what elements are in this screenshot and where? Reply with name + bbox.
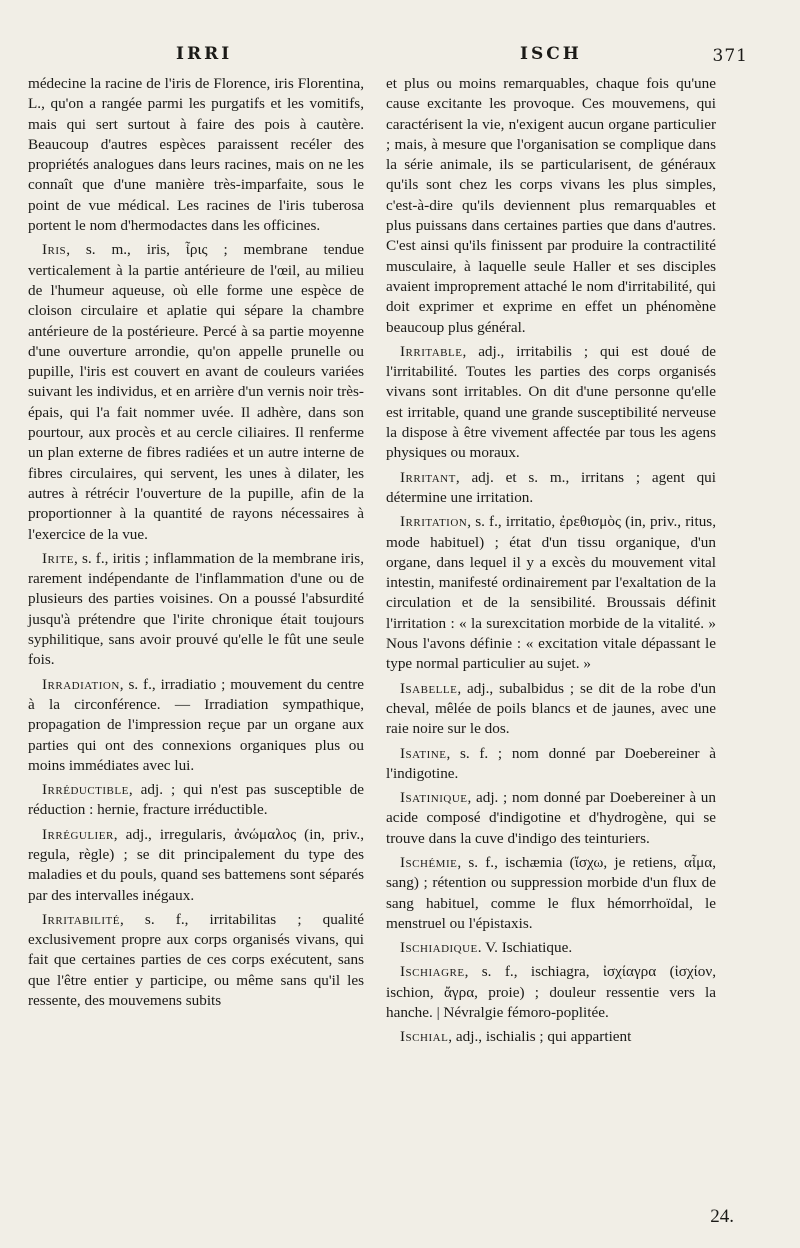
entry-text: , adj. et s. m., irritans ; agent qui détermine une irritation. bbox=[386, 468, 716, 506]
entry-continuation: et plus ou moins remarquables, chaque fois qu'une cause excitante les provoque. Ces mouvemens, qui caractérisent la vie, n'exigent aucun organe particulier ; mais, à mesure que l'organisation se complique dans la série animale, ils se particularisent, de généraux qu'ils sont chez les corps vivans les plus simples, c'est-à-dire qu'ils deviennent plus remarquables et plus puissans dans certaines parties que dans d'autres. C'est ainsi qu'ils finissent par produire la contractilité musculaire, à laquelle seule Haller et ses disciples avaient improprement attaché le nom d'irritabilité, qui doit exprimer et exprime en effet un phénomène beaucoup plus général. bbox=[386, 75, 716, 336]
entry-text: , adj. ; qui n'est pas susceptible de réduction : hernie, fracture irréductible. bbox=[28, 781, 364, 819]
entry-isabelle bbox=[386, 679, 716, 740]
entry-text: . V. Ischiatique. bbox=[477, 939, 573, 957]
headword: Isabelle bbox=[400, 679, 458, 697]
entry-text: , s. f., irradiatio ; mouvement du centre à la circonférence. — Irradiation sympathique, propagation de l'impression reçue par un organe aux parties qui ont des connexions organiques plus ou moins immédiates avec lui. bbox=[28, 675, 364, 774]
entry-isatinique bbox=[386, 788, 716, 849]
entry-text: , s. f., irritabilitas ; qualité exclusivement propre aux corps organisés vivans, qui fait que certaines parties de ces corps exécutent, sans que l'être entier y participe, ou même sans qu'il les ressente, des mouvemens subits bbox=[28, 910, 364, 1010]
entry-text: , s. f. ; nom donné par Doebereiner à l'indigotine. bbox=[386, 744, 716, 782]
entry-irritation bbox=[386, 512, 716, 674]
entry-irite bbox=[28, 549, 364, 671]
headword: Iris bbox=[42, 241, 67, 259]
headword: Isatine bbox=[400, 744, 447, 762]
headword: Irritation bbox=[400, 513, 468, 531]
page-number: 371 bbox=[712, 46, 748, 66]
headword: Irite bbox=[42, 549, 74, 567]
headword: Ischiadique bbox=[400, 939, 478, 957]
entry-text: , adj. ; nom donné par Doebereiner à un acide composé d'indigotine et d'hydrogène, qui se trouve dans la cuve d'indigo des teinturiers. bbox=[386, 789, 716, 847]
entry-irritabilite bbox=[28, 910, 364, 1011]
entry-irritable bbox=[386, 342, 716, 464]
entry-ischemie bbox=[386, 853, 716, 934]
entry-irradiation bbox=[28, 675, 364, 776]
running-head-left: IRRI bbox=[176, 44, 233, 64]
headword: Irritabilité bbox=[42, 910, 120, 928]
running-head-right: ISCH bbox=[520, 44, 582, 64]
headword: Irréductible bbox=[42, 781, 129, 799]
headword: Isatinique bbox=[400, 789, 468, 807]
entry-irritant bbox=[386, 468, 716, 509]
entry-text: , adj., ischialis ; qui appartient bbox=[448, 1028, 632, 1046]
headword: Ischémie bbox=[400, 853, 458, 871]
entry-text: , s. f., irritatio, ἐρεθισμὸς (in, priv., ritus, mode habituel) ; état d'un tissu organique, d'un organe, dans lequel il y a excès du mouvement vital intestin, manifesté ordinairement par l'exaltation de la circulation et de la sensibilité. Broussais définit l'irritation : « la surexcitation morbide de la vitalité. » Nous l'avons définie : « excitation vitale dépassant le type normal particulier au sujet. » bbox=[386, 513, 716, 673]
headword: Ischiagre bbox=[400, 963, 465, 981]
headword: Irradiation bbox=[42, 675, 120, 693]
entry-text: , s. m., iris, ἶρις ; membrane tendue verticalement à la partie antérieure de l'œil, au milieu de l'humeur aqueuse, où elle forme une espèce de cloison circulaire et aplatie qui sépare la chambre antérieure de la postérieure. Percé à sa partie moyenne d'une ouverture arrondie, qu'on appelle prunelle ou pupille, l'iris est couvert en avant de couleurs variées suivant les individus, et en arrière d'un vernis noir très-épais, qui l'a fait nommer uvée. Il adhère, dans son pourtour, aux procès et au cercle ciliaires. Il renferme un plan externe de fibres radiées et un autre interne de fibres circulaires, qui servent, les unes à dilater, les autres à rétrécir l'ouverture de la pupille, afin de la proportionner à la quantité de rayons nécessaires à l'exercice de la vue. bbox=[28, 241, 364, 543]
headword: Irritant bbox=[400, 468, 456, 486]
entry-text: , s. f., ischiagra, ἰσχίαγρα (ἰσχίον, ischion, ἄγρα, proie) ; douleur ressentie vers la hanche. | Névralgie fémoro-poplitée. bbox=[386, 963, 716, 1022]
entry-text: , adj., irritabilis ; qui est doué de l'irritabilité. Toutes les parties des corps organisés vivans sont irritables. On dit d'une personne qu'elle est irritable, quand une grande susceptibilité nerveuse la dispose à être vivement affectée par tous les agens physiques ou moraux. bbox=[386, 342, 716, 462]
entry-irreductible bbox=[28, 780, 364, 821]
entry-iris bbox=[28, 240, 364, 544]
entry-continuation: médecine la racine de l'iris de Florence, iris Florentina, L., qu'on a rangée parmi les purgatifs et les vomitifs, mais qui sert surtout à faire des pois à cautère. Beaucoup d'autres espèces paraissent recéler des propriétés analogues dans leurs racines, mais on ne les connaît que d'une manière très-imparfaite, sous le point de vue médical. Les racines de l'iris tuberosa portent le nom d'hermodactes dans les officines. bbox=[28, 75, 364, 235]
entry-isatine bbox=[386, 744, 716, 785]
headword: Irritable bbox=[400, 342, 463, 360]
entry-ischial bbox=[386, 1027, 716, 1047]
signature-mark: 24. bbox=[710, 1206, 734, 1227]
entry-ischiadique bbox=[386, 938, 716, 958]
entry-text: , adj., subalbidus ; se dit de la robe d'un cheval, mêlée de poils blancs et de jaunes, avec une raie noire sur le dos. bbox=[386, 679, 716, 738]
entry-text: , s. f., iritis ; inflammation de la membrane iris, rarement indépendante de l'inflammation d'une ou de plusieurs des parties voisines. On a poussé l'absurdité jusqu'à prétendre que l'irite chronique était toujours syphilitique, sans avoir prouvé qu'elle le fût une seule fois. bbox=[28, 549, 364, 669]
headword: Irrégulier bbox=[42, 825, 114, 843]
entry-irregulier bbox=[28, 825, 364, 906]
left-column bbox=[28, 74, 364, 1011]
entry-text: , adj., irregularis, ἀνώμαλος (in, priv., regula, règle) ; se dit principalement du type des maladies et du pouls, quand ses battemens sont séparés par des intervalles inégaux. bbox=[28, 825, 364, 904]
right-column bbox=[386, 74, 716, 1048]
entry-text: , s. f., ischæmia (ἴσχω, je retiens, αἷμα, sang) ; rétention ou suppression morbide d'un flux de sang habituel, comme le flux hémorrhoïdal, le menstruel ou l'épistaxis. bbox=[386, 853, 716, 932]
headword: Ischial bbox=[400, 1028, 449, 1046]
entry-ischiagre bbox=[386, 962, 716, 1023]
